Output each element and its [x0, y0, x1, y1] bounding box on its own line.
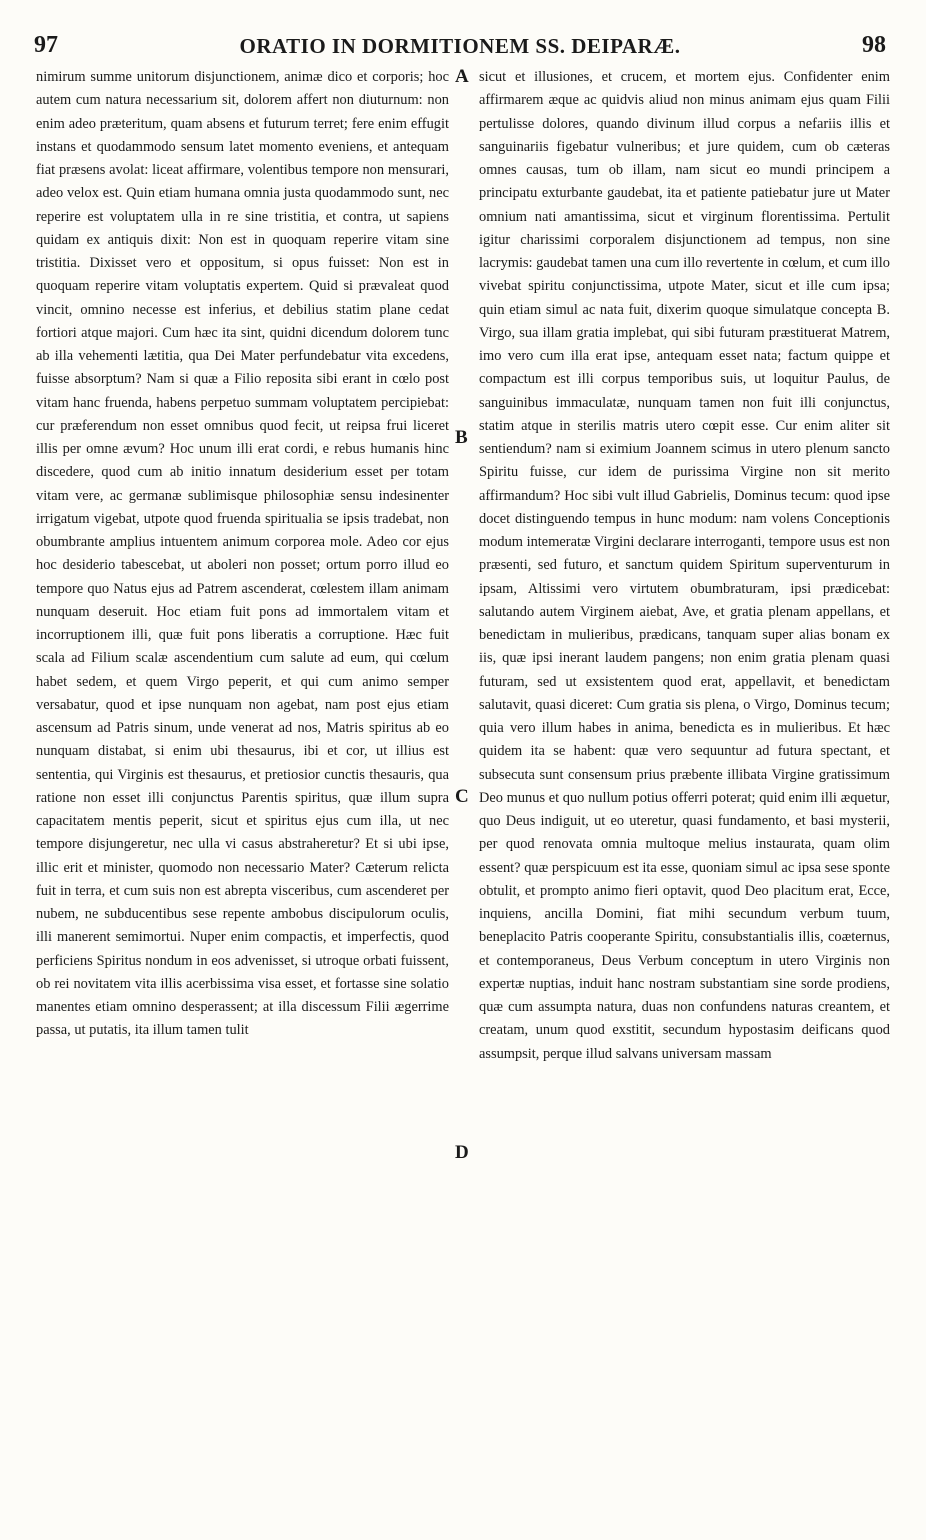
page-header: [34, 32, 886, 64]
margin-marker-a: A: [455, 66, 469, 87]
page-number-right: 98: [862, 32, 886, 58]
left-column: [36, 66, 449, 1466]
margin-marker-b: B: [455, 427, 468, 448]
right-column: [479, 66, 890, 1466]
page-number-left: 97: [34, 32, 58, 58]
right-column-text: sicut et illusiones, et crucem, et mortem ejus. Confidenter enim affirmarem æque ac quidvis aliud non minus animam ejus quam Filii pertulisse dolores, quando divinum illud corpus a nefariis illis et sanguinariis figebatur vulneribus; et jure quidem, cum ob cæteras omnes causas, tum ob illam, nam sicut eo mundi principem a principatu exturbante gaudebat, ita et patiente patiebatur jure ut Mater omnium nati amantissima, sicut et virginum florentissima. Pertulit igitur charissimi corporalem disjunctionem ad tempus, non sine lacrymis: gaudebat tamen una cum illo revertente in cœlum, et cum illo vivebat spiritu conjunctissima, utpote Mater, sicut et ille cum ipsa; quin etiam simul ac nata fuit, dixerim quoque simulatque concepta B. Virgo, sua illam gratia implebat, qui sibi futuram præstituerat Matrem, imo vero cum illa erat ipse, antequam esset nata; factum quippe et compactum est illi corpus temporibus suis, ut loquitur Paulus, de sanguinibus immaculatæ, nunquam tamen non fuit illi conjunctus, statim atque in sterilis matris utero cœpit esse. Cur enim aliter sit sentiendum? nam si eximium Joannem scimus in utero plenum sancto Spiritu fuisse, cur idem de purissima Virgine non sit merito affirmandum? Hoc sibi vult illud Gabrielis, Dominus tecum: quod ipse docet distinguendo tempus in hunc modum: nam volens Conceptionis modum intemeratæ Virgini declarare interroganti, tempore usus est non præsenti, sed futuro, et sanctum quidem Spiritum superventurum in ipsam, Altissimi vero virtutem obumbraturam, ipsi prædicebat: salutando autem Virginem aiebat, Ave, et gratia plenam appellans, et benedictam in mulieribus, prædicans, tanquam super alias bonam ex iis, quæ ipsi inerant laudem pangens; non enim gratia plenam quasi futuram, sed ut exsistentem quod erat, appellavit, et benedictam salutavit, quasi diceret: Cum gratia sis plena, o Virgo, Dominus tecum; quia vero illum habes in anima, benedicta es in mulieribus. Et hæc quidem ita se habent: quæ vero sequuntur ad futura spectant, et subsecuta sunt consensum prius præbente illibata Virgine gratissimum Deo munus et quo nullum potius offerri poterat; quid enim illi æquetur, quo Deus indiguit, ut eo uteretur, quasi fundamento, et basi mysterii, per quod renovata omnia multoque melius instaurata, quam olim essent? quæ perspicuum est ita esse, quoniam simul ac ipsa sese sponte obtulit, et prompto animo fieri optavit, quod Deo placitum erat, Ecce, inquiens, ancilla Domini, fiat mihi secundum verbum tuum, beneplacito Patris cooperante Spiritu, consubstantialis illis, coæternus, et contemporaneus, Deus Verbum conceptum in utero Virginis non expertæ nuptias, induit hanc nostram substantiam sine sorde prodiens, quæ cum assumpta natura, duas non confundens naturas creantem, et creatam, unum quod exstitit, secundum hypostasim deificans quod assumpsit, perque illud salvans universam massam: [479, 69, 890, 1062]
margin-marker-d: D: [455, 1142, 469, 1163]
margin-marker-c: C: [455, 786, 469, 807]
running-title: ORATIO IN DORMITIONEM SS. DEIPARÆ.: [239, 34, 681, 58]
left-column-text: nimirum summe unitorum disjunctionem, animæ dico et corporis; hoc autem cum natura necessarium sit, dolorem affert non diuturnum: non enim adeo præteritum, quam absens et futurum terret; fere enim effugit instans et quodammodo sensum latet momento eveniens, et antequam fiat præsens avolat: liceat affirmare, volentibus tempore non mensurari, adeo velox est. Quin etiam humana omnia justa quodammodo sunt, nec reperire est voluptatem ulla in re sine tristitia, et contra, ut sapiens quidam ex antiquis dixit: Non est in quoquam reperire vitam sine tristitia. Dixisset vero et oppositum, si opus fuisset: Non est in quoquam reperire vitam voluptatis expertem. Quid si prævaleat quod vincit, omnino necesse est inferius, et debilius statim plane cedat fortiori atque majori. Cum hæc ita sint, quidni dicendum dolorem tunc ab illa vehementi lætitia, qua Dei Mater perfundebatur vita excedens, fuisse absorptum? Nam si quæ a Filio reposita sibi erant in cœlo post vitam hanc fruenda, habens perpetuo summam voluptatem percipiebat: cur præferendum non esset omnibus quod fecit, ut reipsa frui liceret illis per omne ævum? Hoc unum illi erat cordi, e rebus humanis hinc discedere, quod cum ab initio innatum desiderium esset per totam vitam vere, ac germanæ sublimisque philosophiæ sensu indesinenter irrigatum vigebat, utpote quod fruenda spiritualia se ipsis tradebat, non obumbrante amplius intuentem animum corporea mole. Adeo cor ejus hoc desiderio tabescebat, ut aboleri non posset; ortum porro illud eo tempore quo Natus ejus ad Patrem ascenderat, cœlestem illam animam nunquam deseruit. Hoc etiam fuit pons ad immortalem vitam et incorruptionem illi, quæ fuit pons liberatis a corruptione. Hæc fuit scala ad Filium scalæ ascendentium cum salute ad eum, qui cœlum habet sedem, et quem Virgo peperit, et qui cum animo semper versabatur, quod et ipse nunquam non agebat, nam post ejus etiam ascensum ad Patris sinum, unde venerat ad nos, Matris spiritus ab eo nunquam distabat, si enim ubi thesaurus, ibi et cor, ut illius est sententia, qui Virginis est thesaurus, et pretiosior cunctis thesauris, qua ratione non esset illi conjunctus Parentis spiritus, quæ illum supra capacitatem mentis peperit, sicut et spiritus ejus cum illa, ut nec tempore disjungeretur, nec ulla vi casus abstraheretur? Et si ubi ipse, illic erit et minister, quomodo non necessario Mater? Cæterum relicta fuit in terra, et cum suis non est abrepta visceribus, cum ascenderet per nubem, ne subducentibus sese repente ambobus discipulorum oculis, illi manerent semimortui. Nuper enim compactis, et imperfectis, quod perficiens Spiritus nondum in eos advenisset, si utroque orbati fuissent, ob rei novitatem vita illis acerbissima visa esset, et fortasse sine solatio manentes etiam omnino desperassent; at illa discessum Filii ægerrime passa, ut putatis, ita illum tamen tulit: [36, 69, 449, 1039]
